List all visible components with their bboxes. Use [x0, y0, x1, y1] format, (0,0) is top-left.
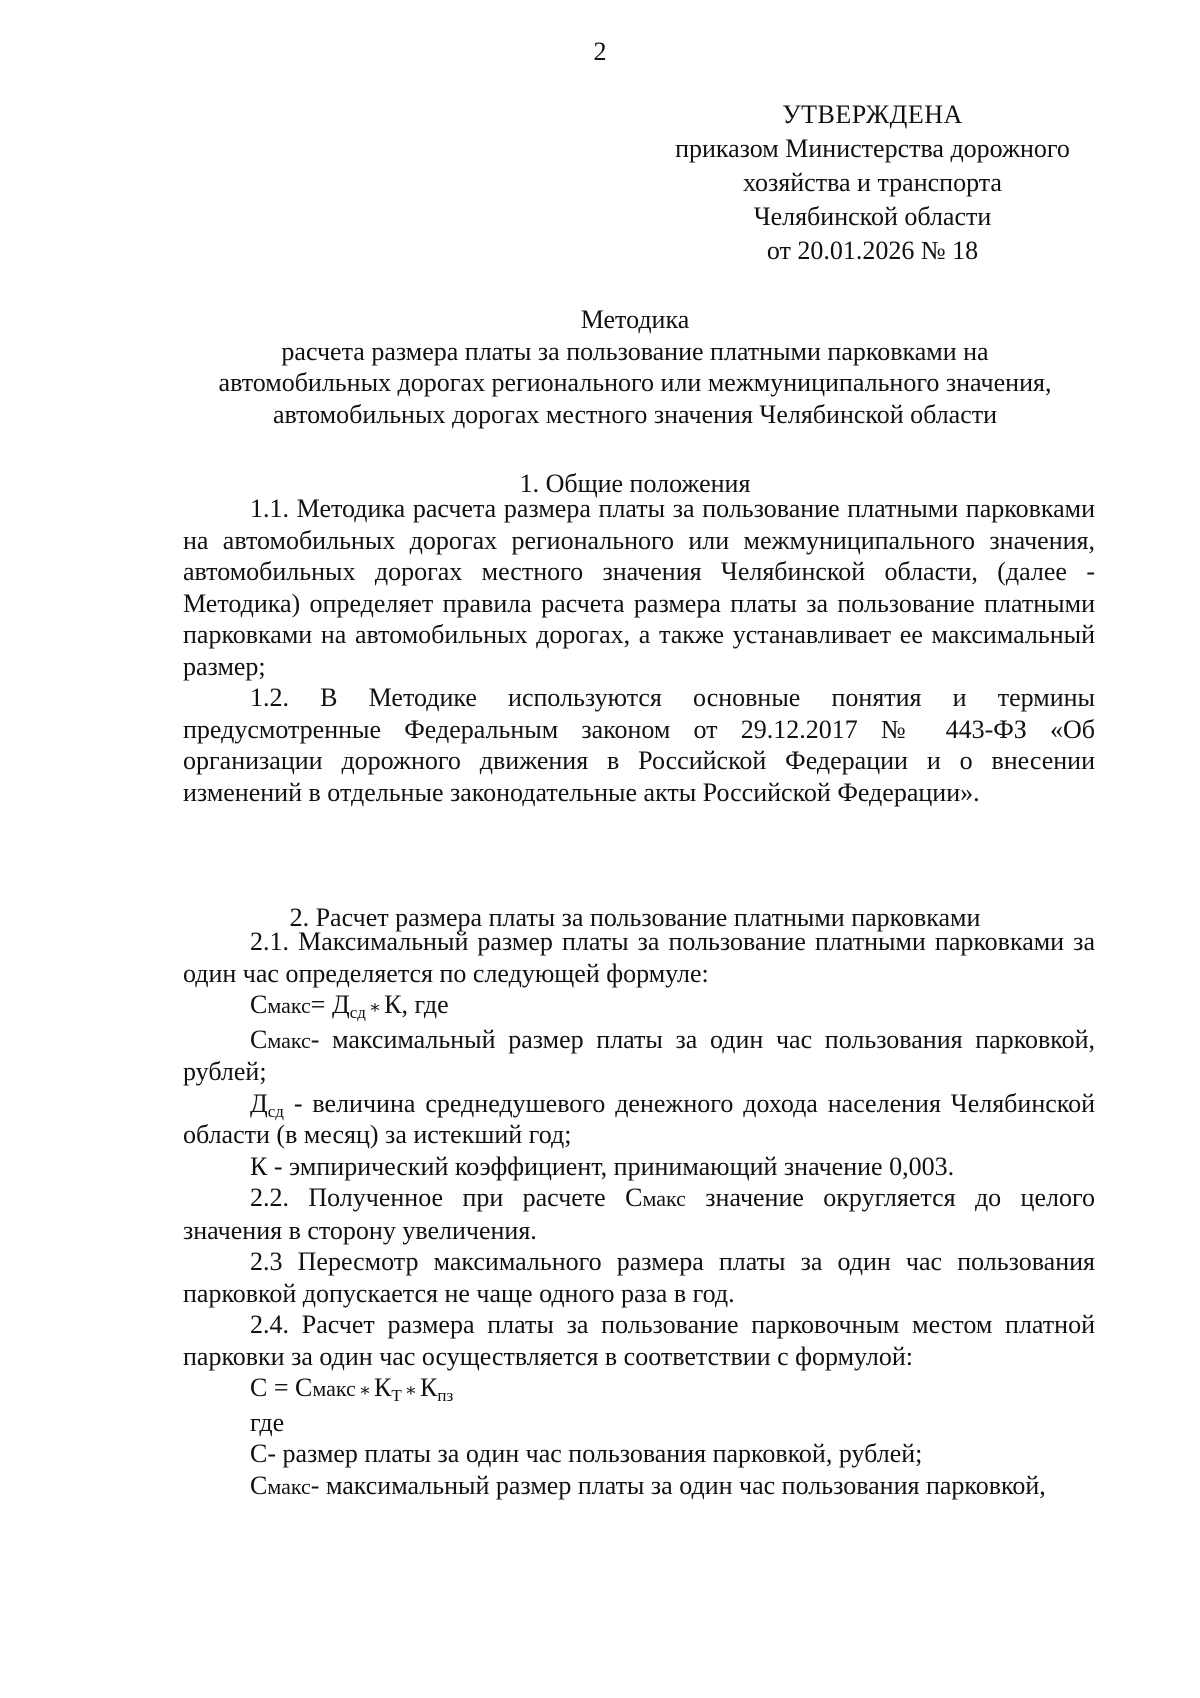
paragraph-1-2: 1.2. В Методике используются основные понятия и термины предусмотренные Федеральным законом от 29.12.2017 № 443-ФЗ «Об организации дорожного движения в Российской Федерации и о внесении изменений в отдельные законодательные акты Российской Федерации». — [183, 683, 1095, 807]
paragraph-1-1: 1.1. Методика расчета размера платы за пользование платными парковками на автомобильных дорогах регионального или межмуниципального значения, автомобильных дорогах местного значения Челябинской области, (далее - Методика) определяет правила расчета размера платы за пользование платными парковками на автомобильных дорогах, а также устанавливает ее максимальный размер; — [183, 494, 1095, 681]
formula-symbol: С — [250, 1024, 268, 1054]
multiply-sign: ∗ — [368, 997, 382, 1017]
paragraph-2-4: 2.4. Расчет размера платы за пользование парковочным местом платной парковки за один час осуществляется в соответствии с формулой: — [183, 1310, 1095, 1371]
approval-order-number: от 20.01.2026 № 18 — [766, 236, 979, 265]
formula-part: С = С — [250, 1373, 313, 1402]
document-title — [175, 304, 1095, 430]
section-1-body — [183, 493, 1095, 808]
formula-subscript: макс — [267, 993, 311, 1018]
multiply-sign: ∗ — [358, 1380, 372, 1400]
formula-symbol: С — [250, 990, 268, 1019]
formula-subscript: макс — [267, 1027, 311, 1053]
formula-subscript: макс — [267, 1473, 311, 1499]
definition-text: - максимальный размер платы за один час пользования парковкой, рублей; — [183, 1024, 1095, 1086]
approval-line: приказом Министерства дорожного — [675, 134, 1070, 163]
title-line: Методика — [580, 305, 690, 334]
paragraph-text: 2.2. Полученное при расчете С — [250, 1183, 643, 1212]
approval-line: хозяйства и транспорта — [743, 168, 1002, 197]
formula-part: К, где — [384, 990, 449, 1019]
where-label: где — [250, 1407, 285, 1437]
formula-symbol: С — [250, 1470, 268, 1500]
multiply-sign: ∗ — [404, 1380, 418, 1400]
formula-c — [183, 1372, 1095, 1407]
page-number: 2 — [593, 37, 607, 66]
approval-stamp: УТВЕРЖДЕНА — [782, 100, 963, 129]
formula-cmax — [183, 989, 1095, 1024]
title-line: расчета размера платы за пользование платными парковками на — [281, 336, 989, 366]
formula-symbol: Д — [250, 1088, 268, 1118]
definition-cmax — [183, 1024, 1095, 1088]
formula-subscript: сд — [267, 1101, 284, 1121]
section-1-heading: 1. Общие положения — [519, 469, 751, 498]
definition-text: - максимальный размер платы за один час пользования парковкой, — [310, 1470, 1046, 1500]
formula-subscript: Т — [391, 1386, 402, 1405]
title-line: автомобильных дорогах регионального или межмуниципального значения, — [218, 368, 1052, 397]
section-2-heading: 2. Расчет размера платы за пользование платными парковками — [289, 903, 981, 932]
formula-subscript: макс — [642, 1186, 686, 1211]
definition-c: С- размер платы за один час пользования парковкой, рублей; — [250, 1439, 923, 1468]
approval-stamp-block — [650, 98, 1095, 268]
paragraph-2-2 — [183, 1182, 1095, 1246]
approval-line: Челябинской области — [753, 202, 992, 231]
definition-cmax-2 — [183, 1470, 1095, 1503]
section-2-body — [183, 926, 1095, 1502]
formula-subscript: пз — [437, 1386, 454, 1405]
formula-part: = Д — [310, 990, 350, 1019]
title-line: автомобильных дорогах местного значения Челябинской области — [272, 399, 998, 429]
formula-subscript: макс — [312, 1376, 356, 1401]
definition-dsd — [183, 1088, 1095, 1151]
definition-k: К - эмпирический коэффициент, принимающий значение 0,003. — [250, 1151, 955, 1181]
formula-symbol: К — [420, 1373, 438, 1402]
formula-symbol: К — [374, 1373, 392, 1402]
paragraph-text: значение округляется до целого значения в сторону увеличения. — [183, 1183, 1095, 1245]
paragraph-2-3: 2.3 Пересмотр максимального размера платы за один час пользования парковкой допускается не чаще одного раза в год. — [183, 1247, 1095, 1308]
formula-subscript: сд — [349, 1003, 366, 1022]
definition-text: - величина среднедушевого денежного дохода населения Челябинской области (в месяц) за истекший год; — [183, 1088, 1095, 1149]
paragraph-2-1: 2.1. Максимальный размер платы за пользование платными парковками за один час определяется по следующей формуле: — [183, 927, 1095, 988]
